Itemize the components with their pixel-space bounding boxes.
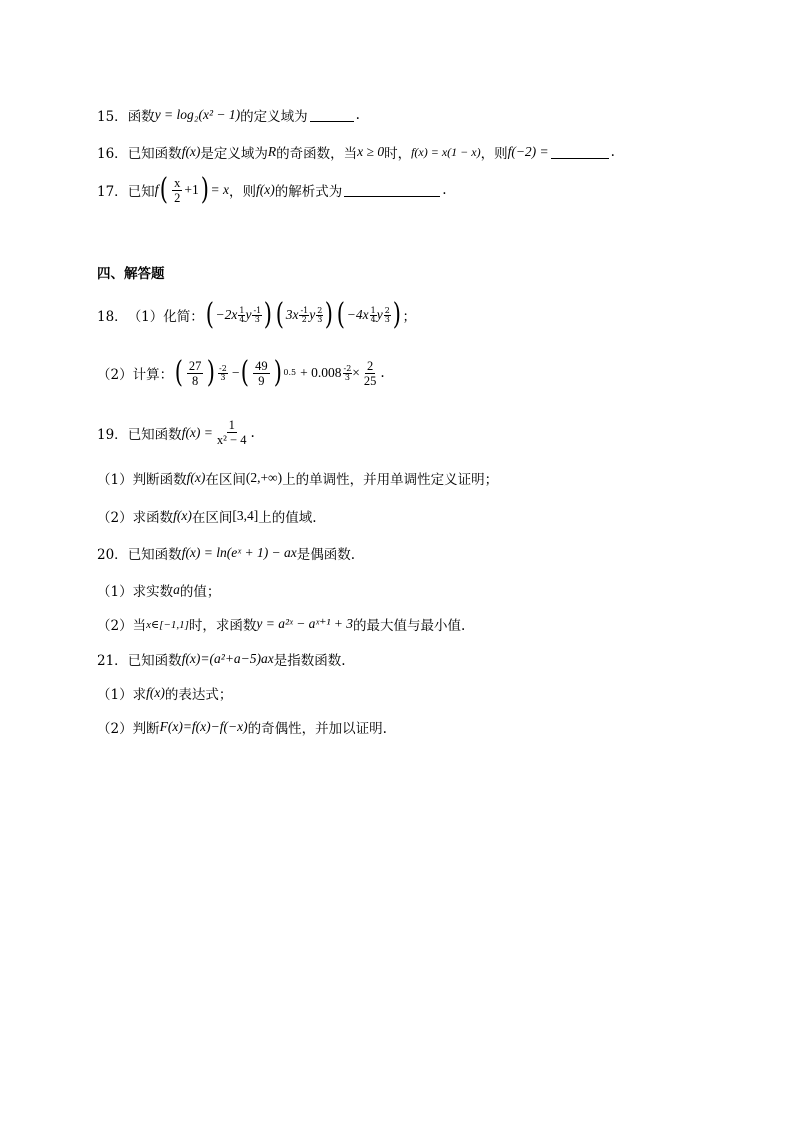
- question-text: 是指数函数.: [273, 653, 346, 669]
- exponent: -1 2: [300, 305, 309, 324]
- question-text: 上的单调性，并用单调性定义证明；: [282, 472, 499, 488]
- question-number: 16．: [97, 146, 128, 162]
- question-16: [97, 142, 615, 162]
- question-text: 已知函数: [127, 146, 182, 162]
- numerator: x: [174, 175, 181, 190]
- question-text: （2）求函数: [97, 510, 174, 526]
- exponent: 1 4: [239, 305, 245, 324]
- question-number: 20．: [97, 547, 128, 563]
- question-text: 时，: [384, 146, 412, 162]
- question-21-part-1: [97, 683, 232, 703]
- period: .: [380, 365, 385, 381]
- question-text: 函数: [127, 109, 155, 125]
- term: y: [309, 307, 316, 322]
- formula: = x: [210, 182, 229, 197]
- condition: x∈[−1,1]: [146, 618, 189, 631]
- term: 3x: [285, 307, 299, 322]
- question-text: 的定义域为: [240, 109, 308, 125]
- question-text: （2）计算：: [97, 367, 174, 383]
- function-symbol: f(x): [181, 144, 201, 159]
- term: y: [245, 307, 252, 322]
- formula: f(x) = x(1 − x): [411, 144, 481, 159]
- exponent: 1 4: [370, 305, 376, 324]
- exponent: -1 3: [253, 305, 262, 324]
- formula: F(x)=f(x)−f(−x): [159, 719, 248, 734]
- question-text: 已知函数: [127, 426, 182, 443]
- denominator: x² − 4: [216, 433, 247, 447]
- formula: f(−2) =: [507, 144, 549, 159]
- section-heading: 四、解答题: [97, 266, 165, 282]
- operator: ×: [352, 365, 360, 380]
- right-paren: ): [264, 297, 273, 332]
- left-paren: (: [174, 355, 184, 390]
- question-number: 21．: [97, 653, 128, 669]
- period: .: [355, 107, 360, 123]
- fraction: [187, 359, 204, 388]
- question-text: 的解析式为: [274, 184, 343, 200]
- exponent: $\frac{-2}{3}$: [343, 363, 352, 382]
- fraction: [253, 359, 270, 388]
- punctuation: ；: [402, 309, 417, 325]
- question-text: 在区间: [205, 472, 246, 488]
- denominator: 2: [174, 190, 181, 205]
- question-text: 的奇函数，当: [276, 146, 358, 162]
- question-text: （1）求: [97, 687, 147, 703]
- exponent: 2 3: [384, 305, 390, 324]
- formula: f(x)=(a²+a−5)ax: [181, 651, 274, 666]
- right-paren: ): [273, 355, 282, 390]
- function-symbol: f(x): [173, 508, 192, 523]
- question-19-part-1: [97, 468, 498, 488]
- question-21: [97, 649, 346, 669]
- question-text: （2）判断: [97, 721, 160, 737]
- left-paren: (: [205, 297, 214, 332]
- fraction: [172, 176, 182, 205]
- question-text: 是定义域为: [200, 146, 268, 162]
- right-paren: ): [200, 172, 209, 207]
- operator: −: [231, 365, 240, 380]
- question-15: [97, 105, 360, 125]
- question-17: [97, 172, 447, 207]
- fraction: [362, 359, 379, 388]
- fraction: [215, 418, 249, 447]
- question-text: 上的值域.: [258, 510, 317, 526]
- function-symbol: f(x): [146, 685, 165, 700]
- question-20: [97, 543, 355, 563]
- question-20-part-2: [97, 614, 465, 634]
- function-symbol: f: [154, 182, 159, 197]
- variable: a: [173, 582, 180, 597]
- question-text: 已知函数: [127, 547, 182, 563]
- question-number: 17．: [97, 184, 128, 200]
- term: + 0.008: [300, 365, 342, 380]
- question-text: 的最大值与最小值.: [353, 618, 466, 634]
- question-number: 15．: [97, 109, 128, 125]
- left-paren: (: [241, 355, 250, 390]
- question-text: 时，求函数: [188, 618, 257, 634]
- term: −4x: [346, 307, 369, 322]
- denominator: 9: [258, 373, 265, 388]
- question-20-part-1: [97, 580, 220, 600]
- question-text: 已知函数: [127, 653, 182, 669]
- term: −2x: [215, 307, 238, 322]
- condition: x ≥ 0: [357, 144, 385, 159]
- formula: y = a²ˣ − aˣ⁺¹ + 3: [256, 616, 354, 631]
- question-text: （1）判断函数: [97, 472, 187, 488]
- question-text: （2）当: [97, 618, 147, 634]
- numerator: 2: [367, 358, 374, 373]
- question-text: （1）求实数: [97, 584, 174, 600]
- question-18-part-2: （2）计算： ( $\frac{27}{8}$ ) -2 3 − ( $\frac{49}{9}$ ) 0.5 + 0.008 $\frac{-2}{3}$ × $\frac{2}{25}$ .: [97, 355, 385, 390]
- formula: y = log₂(x² − 1): [154, 107, 241, 122]
- right-paren: ): [325, 297, 334, 332]
- numerator: 27: [188, 358, 202, 373]
- question-number: 18．: [97, 309, 128, 325]
- numerator: 1: [228, 418, 235, 432]
- interval: [3,4]: [232, 508, 259, 523]
- question-19-part-2: [97, 506, 317, 526]
- left-paren: (: [275, 297, 284, 332]
- term: y: [376, 307, 383, 322]
- set-symbol: R: [267, 144, 277, 159]
- question-text: （1）化简：: [127, 309, 204, 325]
- denominator: 8: [191, 373, 199, 388]
- period: .: [250, 424, 255, 441]
- function-symbol: f(x): [186, 470, 206, 485]
- question-text: ，则: [229, 184, 256, 200]
- answer-blank[interactable]: [551, 146, 609, 159]
- exponent: -2 3: [219, 363, 227, 382]
- question-text: 已知: [127, 184, 155, 200]
- answer-blank[interactable]: [344, 184, 440, 197]
- period: .: [610, 144, 615, 160]
- question-text: ，则: [480, 146, 508, 162]
- question-text: 的表达式；: [164, 687, 233, 703]
- right-paren: ): [392, 297, 401, 332]
- period: .: [442, 182, 447, 198]
- interval: (2,+∞): [245, 470, 283, 485]
- question-text: 是偶函数.: [296, 547, 356, 563]
- left-paren: (: [160, 172, 169, 207]
- denominator: 25: [363, 373, 377, 388]
- term: +1: [184, 182, 199, 197]
- question-text: 的值；: [179, 584, 221, 600]
- function-symbol: f(x): [256, 182, 275, 197]
- formula: f(x) = ln(eˣ + 1) − ax: [181, 545, 297, 560]
- formula: f(x) =: [181, 424, 213, 440]
- question-number: 19．: [97, 426, 128, 443]
- question-text: 的奇偶性，并加以证明.: [247, 721, 387, 737]
- question-text: 在区间: [191, 510, 233, 526]
- question-18-part-1: [97, 297, 417, 332]
- left-paren: (: [336, 297, 346, 332]
- answer-blank[interactable]: [310, 109, 354, 122]
- question-19: [97, 418, 255, 447]
- exponent: 2 3: [317, 305, 323, 324]
- right-paren: ): [207, 355, 216, 390]
- numerator: 49: [255, 358, 268, 373]
- question-21-part-2: [97, 717, 387, 737]
